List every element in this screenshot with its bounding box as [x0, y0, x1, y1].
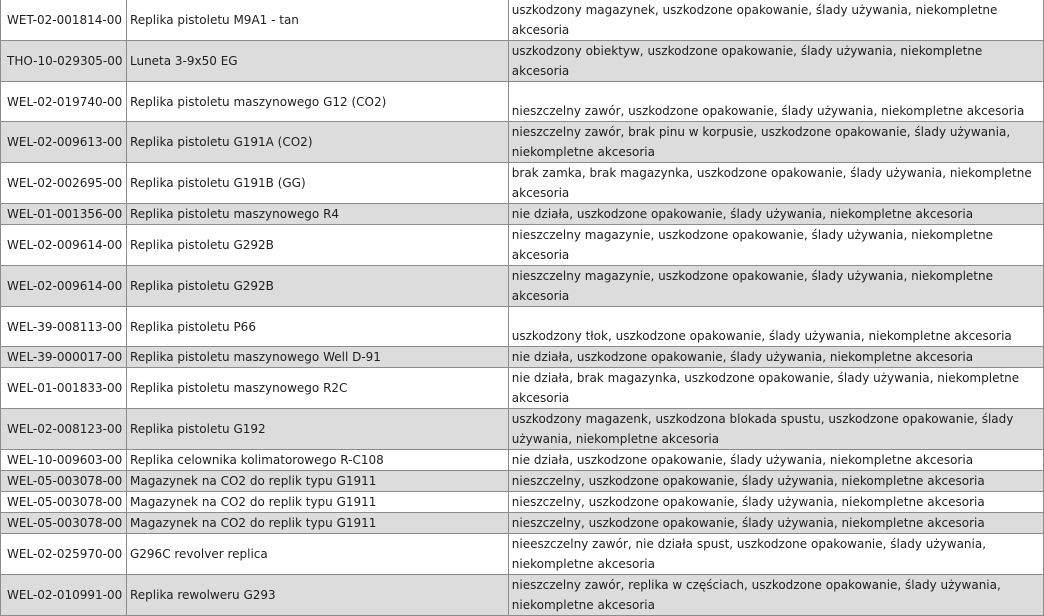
cell-product-name[interactable]: Replika rewolweru G293: [126, 575, 508, 616]
cell-damage-description[interactable]: [508, 225, 1043, 266]
cell-damage-description[interactable]: [508, 266, 1043, 307]
table-row: [1, 266, 1044, 307]
cell-product-name[interactable]: Replika pistoletu M9A1 - tan: [126, 0, 508, 41]
cell-product-name[interactable]: Replika pistoletu P66: [126, 307, 508, 347]
damage-description-text: nieszczelny magazynie, uszkodzone opakowanie, ślady używania, niekompletne akcesoria: [511, 269, 993, 303]
cell-product-name[interactable]: Replika pistoletu maszynowego Well D-91: [126, 347, 508, 368]
cell-product-code[interactable]: THO-10-029305-00: [1, 41, 127, 82]
damage-description-text: nieszczelny zawór, brak pinu w korpusie, uszkodzone opakowanie, ślady używania, niekompletne akcesoria: [511, 125, 1011, 159]
damage-description-text: nieszczelny zawór, uszkodzone opakowanie, ślady używania, niekompletne akcesoria: [511, 104, 1025, 118]
cell-damage-description[interactable]: [508, 575, 1043, 616]
table-row: [1, 307, 1044, 347]
cell-product-name[interactable]: Magazynek na CO2 do replik typu G1911: [126, 513, 508, 534]
cell-damage-description[interactable]: [508, 513, 1043, 534]
cell-damage-description[interactable]: [508, 409, 1043, 450]
damage-description-text: nie działa, uszkodzone opakowanie, ślady używania, niekompletne akcesoria: [511, 207, 974, 221]
table-row: [1, 347, 1044, 368]
damage-description-text: uszkodzony tłok, uszkodzone opakowanie, ślady używania, niekompletne akcesoria: [511, 329, 1012, 343]
damage-description-text: nie działa, uszkodzone opakowanie, ślady używania, niekompletne akcesoria: [511, 453, 974, 467]
table-row: [1, 225, 1044, 266]
cell-product-code[interactable]: WEL-02-025970-00: [1, 534, 127, 575]
cell-product-code[interactable]: WEL-02-009613-00: [1, 122, 127, 163]
table-row: [1, 163, 1044, 204]
cell-damage-description[interactable]: [508, 307, 1043, 347]
cell-damage-description[interactable]: [508, 347, 1043, 368]
table-row: [1, 513, 1044, 534]
table-row: [1, 492, 1044, 513]
table-row: [1, 471, 1044, 492]
spreadsheet-body: [1, 0, 1044, 616]
table-row: [1, 82, 1044, 122]
table-row: [1, 575, 1044, 616]
cell-product-code[interactable]: WEL-02-009614-00: [1, 266, 127, 307]
cell-product-name[interactable]: Replika pistoletu G191A (CO2): [126, 122, 508, 163]
cell-damage-description[interactable]: [508, 41, 1043, 82]
damage-description-text: nieszczelny zawór, replika w częściach, uszkodzone opakowanie, ślady używania, niekompletne akcesoria: [511, 578, 1001, 612]
table-row: [1, 534, 1044, 575]
cell-product-code[interactable]: WEL-02-019740-00: [1, 82, 127, 122]
damage-description-text: uszkodzony magazynek, uszkodzone opakowanie, ślady używania, niekompletne akcesoria: [511, 3, 998, 37]
cell-product-code[interactable]: WEL-02-009614-00: [1, 225, 127, 266]
cell-product-code[interactable]: WEL-02-010991-00: [1, 575, 127, 616]
damage-description-text: nieszczelny, uszkodzone opakowanie, ślady używania, niekompletne akcesoria: [511, 495, 985, 509]
cell-product-name[interactable]: Replika pistoletu maszynowego R4: [126, 204, 508, 225]
cell-product-name[interactable]: Replika pistoletu G191B (GG): [126, 163, 508, 204]
cell-damage-description[interactable]: [508, 492, 1043, 513]
cell-damage-description[interactable]: [508, 163, 1043, 204]
damage-description-text: nie działa, brak magazynka, uszkodzone opakowanie, ślady używania, niekompletne akcesoria: [511, 371, 1020, 405]
cell-product-name[interactable]: Replika celownika kolimatorowego R-C108: [126, 450, 508, 471]
table-row: [1, 450, 1044, 471]
cell-product-code[interactable]: WEL-05-003078-00: [1, 471, 127, 492]
damage-description-text: nieszczelny magazynie, uszkodzone opakowanie, ślady używania, niekompletne akcesoria: [511, 228, 993, 262]
cell-damage-description[interactable]: [508, 204, 1043, 225]
damage-description-text: nieeszczelny zawór, nie działa spust, uszkodzone opakowanie, ślady używania, niekompletne akcesoria: [511, 537, 987, 571]
damage-description-text: uszkodzony magazenk, uszkodzona blokada spustu, uszkodzone opakowanie, ślady używania, niekompletne akcesoria: [511, 412, 1014, 446]
table-row: [1, 368, 1044, 409]
table-row: [1, 204, 1044, 225]
cell-product-name[interactable]: Replika pistoletu G192: [126, 409, 508, 450]
cell-product-code[interactable]: WEL-01-001833-00: [1, 368, 127, 409]
cell-product-code[interactable]: WEL-05-003078-00: [1, 492, 127, 513]
cell-product-code[interactable]: WEL-02-008123-00: [1, 409, 127, 450]
cell-damage-description[interactable]: [508, 368, 1043, 409]
cell-damage-description[interactable]: [508, 471, 1043, 492]
cell-damage-description[interactable]: [508, 82, 1043, 122]
table-row: [1, 122, 1044, 163]
cell-product-name[interactable]: Magazynek na CO2 do replik typu G1911: [126, 471, 508, 492]
cell-product-code[interactable]: WEL-05-003078-00: [1, 513, 127, 534]
table-row: [1, 41, 1044, 82]
cell-product-code[interactable]: WEL-02-002695-00: [1, 163, 127, 204]
cell-product-name[interactable]: Replika pistoletu maszynowego G12 (CO2): [126, 82, 508, 122]
damage-description-text: nie działa, uszkodzone opakowanie, ślady używania, niekompletne akcesoria: [511, 350, 974, 364]
cell-product-code[interactable]: WET-02-001814-00: [1, 0, 127, 41]
cell-product-code[interactable]: WEL-39-008113-00: [1, 307, 127, 347]
table-row: [1, 0, 1044, 41]
damage-description-text: brak zamka, brak magazynka, uszkodzone opakowanie, ślady używania, niekompletne akcesoria: [511, 166, 1032, 200]
cell-product-code[interactable]: WEL-10-009603-00: [1, 450, 127, 471]
cell-damage-description[interactable]: [508, 122, 1043, 163]
cell-damage-description[interactable]: [508, 450, 1043, 471]
damage-description-text: nieszczelny, uszkodzone opakowanie, ślady używania, niekompletne akcesoria: [511, 516, 985, 530]
damage-description-text: uszkodzony obiektyw, uszkodzone opakowanie, ślady używania, niekompletne akcesoria: [511, 44, 983, 78]
cell-product-name[interactable]: Magazynek na CO2 do replik typu G1911: [126, 492, 508, 513]
cell-product-code[interactable]: WEL-01-001356-00: [1, 204, 127, 225]
cell-damage-description[interactable]: [508, 0, 1043, 41]
cell-product-code[interactable]: WEL-39-000017-00: [1, 347, 127, 368]
cell-product-name[interactable]: Luneta 3-9x50 EG: [126, 41, 508, 82]
cell-product-name[interactable]: Replika pistoletu G292B: [126, 225, 508, 266]
table-row: [1, 409, 1044, 450]
damage-description-text: nieszczelny, uszkodzone opakowanie, ślady używania, niekompletne akcesoria: [511, 474, 985, 488]
cell-product-name[interactable]: G296C revolver replica: [126, 534, 508, 575]
cell-damage-description[interactable]: [508, 534, 1043, 575]
cell-product-name[interactable]: Replika pistoletu maszynowego R2C: [126, 368, 508, 409]
cell-product-name[interactable]: Replika pistoletu G292B: [126, 266, 508, 307]
